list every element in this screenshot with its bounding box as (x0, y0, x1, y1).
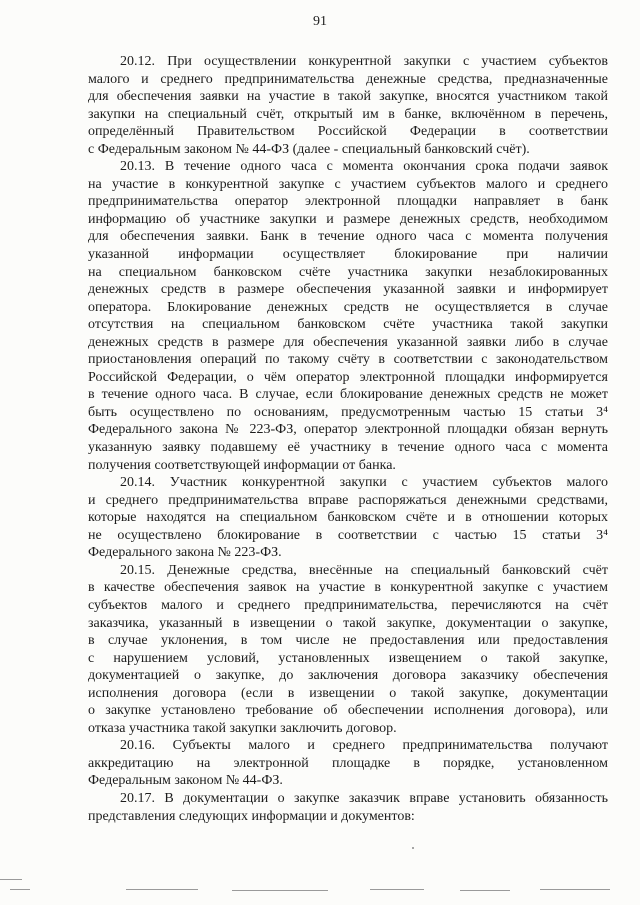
text-line: Федерального закона № 223-ФЗ, оператор электронной площадки обязан вернуть (88, 422, 608, 438)
text-line: не осуществлено блокирование в соответствии с частью 15 статьи 3⁴ (88, 527, 608, 543)
text-line: Федерального закона № 223-ФЗ. (88, 545, 282, 561)
scan-edge-mark (540, 889, 610, 890)
text-line: отсутствия на специальном банковском счёте участника такой закупки (88, 317, 608, 333)
text-line: 20.15. Денежные средства, внесённые на специальный банковский счёт (120, 562, 608, 578)
document-body (88, 53, 608, 825)
text-line: получения соответствующей информации от банка. (88, 457, 396, 473)
scan-speck (412, 847, 414, 849)
text-line: 20.16. Субъекты малого и среднего предпринимательства получают (120, 738, 608, 754)
text-line: в случае уклонения, в том числе не предоставления или предоставления (88, 633, 608, 649)
text-line: малого и среднего предпринимательства денежные средства, предназначенные (88, 71, 608, 87)
text-line: Российской Федерации, о чём оператор электронной площадки информируется (88, 369, 608, 385)
scan-edge-mark (126, 889, 198, 890)
text-line: приостановления операций по такому счёту в соответствии с законодательством (88, 352, 608, 368)
scan-edge-mark (0, 879, 22, 880)
scan-edge-mark (10, 889, 30, 890)
text-line: представления следующих информации и документов: (88, 808, 415, 824)
text-line: документацией о закупке, до заключения договора заказчику обеспечения (88, 668, 608, 684)
text-line: на специальном банковском счёте участника закупки незаблокированных (88, 264, 608, 280)
text-line: определённый Правительством Российской Федерации в соответствии (88, 124, 608, 140)
text-line: и среднего предпринимательства вправе распоряжаться денежными средствами, (88, 492, 608, 508)
text-line: на участие в конкурентной закупке с участием субъектов малого и среднего (88, 176, 608, 192)
text-line: в течение одного часа. В случае, если блокирование денежных средств не может (88, 387, 608, 403)
scan-edge-mark (370, 889, 424, 890)
text-line: с Федеральным законом № 44-ФЗ (далее - специальный банковский счёт). (88, 141, 530, 157)
text-line: в качестве обеспечения заявок на участие в конкурентной закупке с участием (88, 580, 608, 596)
text-line: 20.13. В течение одного часа с момента окончания срока подачи заявок (120, 159, 608, 175)
text-line: закупки на специальный счёт, открытый им в банке, включённом в перечень, (88, 106, 608, 122)
text-line: указанную заявку подавшему её участнику в течение одного часа с момента (88, 440, 608, 456)
paragraph-20-16 (88, 737, 608, 790)
text-line: которые находятся на специальном банковском счёте и в отношении которых (88, 510, 608, 526)
text-line: информацию об участнике закупки и размере денежных средств, необходимом (88, 211, 608, 227)
paragraph-20-12 (88, 53, 608, 158)
scan-edge-mark (232, 890, 328, 891)
paragraph-20-17 (88, 790, 608, 825)
scan-edge-mark (460, 890, 510, 891)
text-line: указанной информации осуществляет блокирование при наличии (88, 247, 608, 263)
text-line: для обеспечения заявки на участие в такой закупке, вносятся участником такой (88, 89, 608, 105)
text-line: быть осуществлено по основаниям, предусмотренным частью 15 статьи 3⁴ (88, 404, 608, 420)
text-line: 20.12. При осуществлении конкурентной закупки с участием субъектов (120, 54, 608, 69)
text-line: денежных средств в размере для обеспечения указанной заявки либо в случае (88, 334, 608, 350)
text-line: субъектов малого и среднего предпринимательства, перечисляются на счёт (88, 597, 608, 613)
text-line: денежных средств в размере обеспечения указанной заявки и информирует (88, 282, 608, 298)
paragraph-20-15 (88, 562, 608, 737)
text-line: отказа участника такой закупки заключить договор. (88, 720, 397, 736)
paragraph-20-13 (88, 158, 608, 474)
text-line: предпринимательства оператор электронной площадки направляет в банк (88, 194, 608, 210)
paragraph-20-14 (88, 474, 608, 562)
text-line: с нарушением условий, установленных извещением о такой закупке, (88, 650, 608, 666)
text-line: исполнения договора (если в извещении о такой закупке, документации (88, 685, 608, 701)
text-line: заказчика, указанный в извещении о такой закупке, документации о закупке, (88, 615, 608, 631)
text-line: аккредитацию на электронной площадке в порядке, установленном (88, 755, 608, 771)
text-line: о закупке установлено требование об обеспечении исполнения договора), или (88, 703, 608, 719)
text-line: для обеспечения заявки. Банк в течение одного часа с момента получения (88, 229, 608, 245)
page-number: 91 (313, 14, 327, 29)
text-line: оператора. Блокирование денежных средств не осуществляется в случае (88, 299, 608, 315)
text-line: 20.17. В документации о закупке заказчик вправе установить обязанность (120, 790, 608, 806)
text-line: Федеральным законом № 44-ФЗ. (88, 773, 283, 789)
text-line: 20.14. Участник конкурентной закупки с участием субъектов малого (120, 475, 608, 491)
